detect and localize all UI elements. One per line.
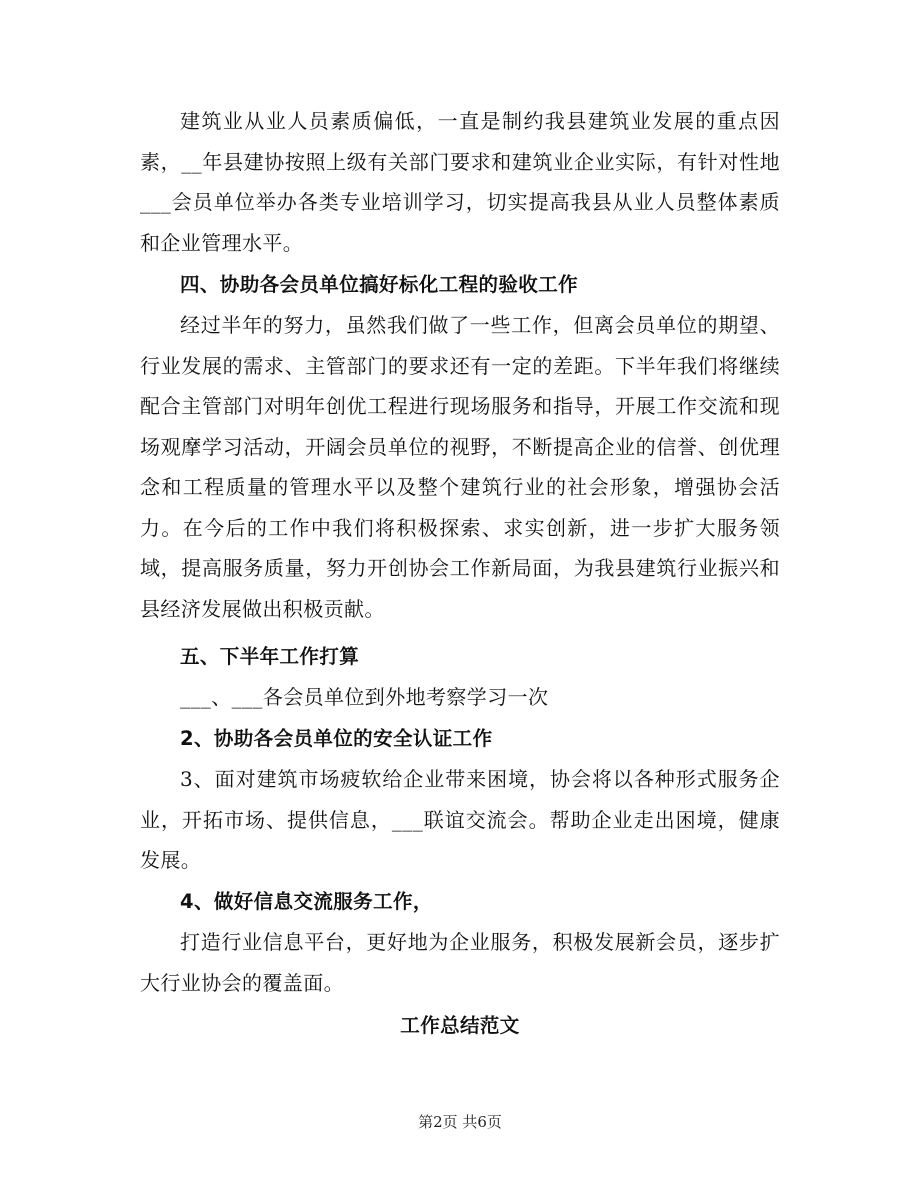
paragraph-text: 3、面对建筑市场疲软给企业带来困境，协会将以各种形式服务企业，开拓市场、提供信息，___联谊交流会。帮助企业走出困境，健康发展。 [140,767,780,872]
plan-item-4-text [140,922,780,1003]
plan-item-2: 2、协助各会员单位的安全认证工作 [180,727,493,750]
plan-item-4-heading: 4、做好信息交流服务工作， [180,890,433,913]
paragraph-text: ___、___各会员单位到外地考察学习一次 [180,685,549,709]
section-heading-5: 五、下半年工作打算 [180,645,360,668]
paragraph-summary [140,305,780,629]
section-heading-4: 四、协助各会员单位搞好标化工程的验收工作 [180,273,579,296]
paragraph-text: 建筑业从业人员素质偏低，一直是制约我县建筑业发展的重点因素，__年县建协按照上级有关部门要求和建筑业企业实际，有针对性地___会员单位举办各类专业培训学习，切实提高我县从业人员整体素质和企业管理水平。 [140,109,780,255]
next-document-title: 工作总结范文 [400,1014,520,1037]
paragraph-text: 经过半年的努力，虽然我们做了一些工作，但离会员单位的期望、行业发展的需求、主管部门的要求还有一定的差距。下半年我们将继续配合主管部门对明年创优工程进行现场服务和指导，开展工作交流和现场观摩学习活动，开阔会员单位的视野，不断提高企业的信誉、创优理念和工程质量的管理水平以及整个建筑行业的社会形象，增强协会活力。在今后的工作中我们将积极探索、求实创新，进一步扩大服务领域，提高服务质量，努力开创协会工作新局面，为我县建筑行业振兴和县经济发展做出积极贡献。 [140,313,780,621]
page-indicator: 第2页 共6页 [418,1113,502,1131]
plan-item-1 [140,677,780,718]
paragraph-text: 打造行业信息平台，更好地为企业服务，积极发展新会员，逐步扩大行业协会的覆盖面。 [140,930,780,995]
plan-item-3 [140,759,780,881]
paragraph-training [140,101,780,263]
